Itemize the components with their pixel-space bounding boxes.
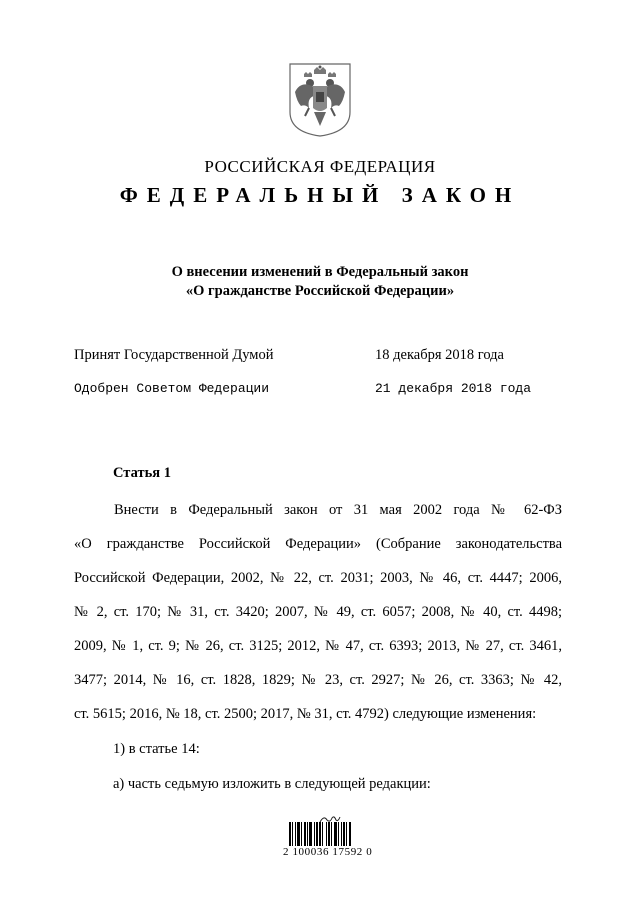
law-title-line-2: «О гражданстве Российской Федерации» [185, 283, 455, 299]
article-item-1: 1) в статье 14: [113, 741, 200, 757]
state-emblem-icon [287, 62, 353, 138]
article-heading: Статья 1 [113, 465, 171, 481]
paragraph-line: Внести в Федеральный закон от 31 мая 2002 года № 62-ФЗ [114, 502, 562, 518]
law-type-heading: ФЕДЕРАЛЬНЫЙ ЗАКОН [119, 183, 521, 207]
country-heading: РОССИЙСКАЯ ФЕДЕРАЦИЯ [204, 157, 436, 176]
paragraph-line: 3477; 2014, № 16, ст. 1828, 1829; № 23, ст. 2927; № 26, ст. 3363; № 42, [74, 672, 562, 688]
paragraph-line: ст. 5615; 2016, № 18, ст. 2500; 2017, № 31, ст. 4792) следующие изменения: [74, 706, 537, 722]
paragraph-line: Российской Федерации, 2002, № 22, ст. 2031; 2003, № 46, ст. 4447; 2006, [74, 570, 562, 586]
paragraph-line: № 2, ст. 170; № 31, ст. 3420; 2007, № 49, ст. 6057; 2008, № 40, ст. 4498; [74, 604, 562, 620]
law-title-line-1: О внесении изменений в Федеральный закон [171, 264, 469, 280]
duma-adoption-date: 18 декабря 2018 года [375, 347, 504, 363]
barcode-number: 2 100036 17592 0 [283, 846, 373, 858]
paragraph-line: «О гражданстве Российской Федерации» (Собрание законодательства [74, 536, 562, 552]
signature-mark-icon [319, 811, 341, 821]
article-paragraph [74, 493, 562, 731]
article-item-a: а) часть седьмую изложить в следующей редакции: [113, 776, 431, 792]
duma-adoption-label: Принят Государственной Думой [74, 347, 274, 363]
paragraph-line: 2009, № 1, ст. 9; № 26, ст. 3125; 2012, № 47, ст. 6393; 2013, № 27, ст. 3461, [74, 638, 562, 654]
council-approval-date: 21 декабря 2018 года [375, 381, 532, 396]
council-approval-label: Одобрен Советом Федерации [74, 381, 270, 396]
